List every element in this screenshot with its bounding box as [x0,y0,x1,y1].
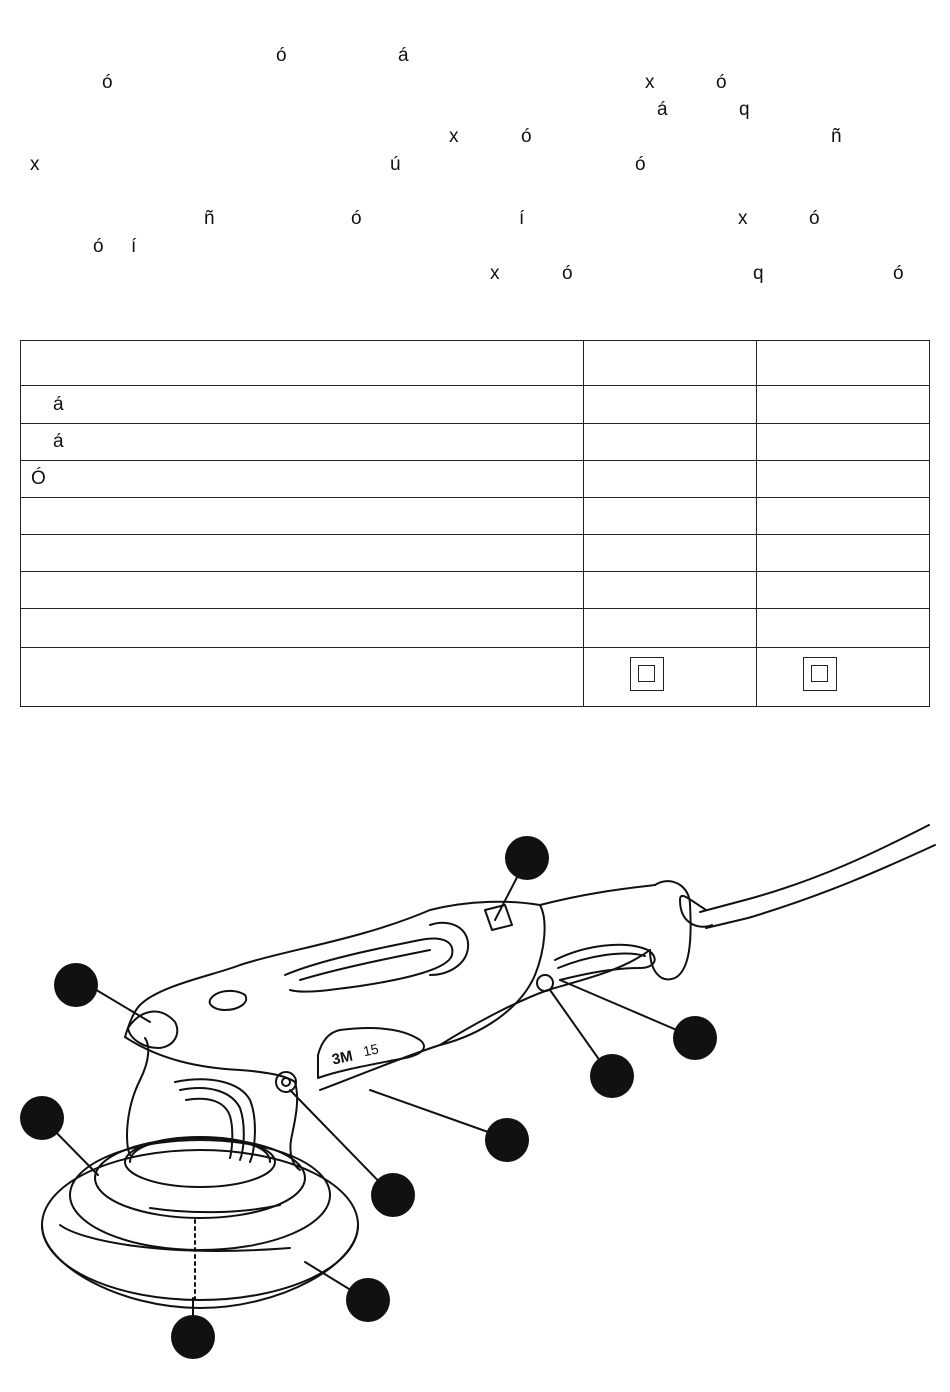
side-button-icon [276,1072,296,1092]
table-cell [757,424,930,461]
callout-marker [485,1118,529,1162]
text-glyph: q [753,263,764,284]
text-glyph: x [449,126,459,147]
table-cell [757,535,930,572]
callout-marker [54,963,98,1007]
text-glyph: í [131,236,137,257]
specification-table [20,340,930,707]
text-glyph: x [645,72,655,93]
polishing-pad [42,1137,358,1308]
text-glyph: ó [562,263,573,284]
table-cell [584,535,757,572]
callout-leaders [42,858,693,1335]
table-cell [21,386,584,424]
callout-marker [590,1054,634,1098]
table-cell [757,386,930,424]
table-cell [21,498,584,535]
table-row [21,461,930,498]
table-cell [757,609,930,648]
table-row [21,498,930,535]
table-cell [21,341,584,386]
table-cell [21,572,584,609]
table-cell [757,648,930,707]
polisher-illustration [0,800,950,1392]
table-cell [21,609,584,648]
text-glyph: q [739,99,750,120]
table-cell [584,461,757,498]
text-glyph: ó [102,72,113,93]
table-cell-text: á [53,393,64,415]
table-cell [584,648,757,707]
callout-marker [346,1278,390,1322]
power-cord [680,825,935,928]
table-cell [757,341,930,386]
text-glyph: x [30,154,40,175]
table-cell [21,648,584,707]
table-cell-text: á [53,431,64,452]
text-glyph: ó [809,208,820,229]
text-glyph: ú [390,154,401,175]
text-glyph: ó [93,236,104,257]
table-row [21,386,930,424]
double-insulation-icon [803,657,837,691]
table-row [21,341,930,386]
table-row [21,609,930,648]
text-glyph: x [490,263,500,284]
callout-marker [505,836,549,880]
table-row [21,535,930,572]
text-glyph: ó [276,45,287,66]
text-glyph: x [738,208,748,229]
callout-marker [20,1096,64,1140]
text-glyph: ó [716,72,727,93]
text-glyph: í [519,208,525,229]
table-row [21,572,930,609]
text-glyph: á [398,45,409,66]
callout-marker [171,1315,215,1359]
table-cell [584,609,757,648]
model-label: 15 [361,1040,381,1060]
callout-marker [371,1173,415,1217]
table-row [21,648,930,707]
text-glyph: ñ [831,126,842,147]
table-cell [584,341,757,386]
double-insulation-icon [630,657,664,691]
table-cell [21,424,584,461]
lock-button-icon [537,975,553,991]
table-row [21,424,930,461]
table-cell [757,498,930,535]
table-cell [584,498,757,535]
table-cell [21,535,584,572]
table-cell: Ó [21,461,584,498]
text-glyph: á [657,99,668,120]
brand-badge: 3M [330,1047,355,1069]
text-glyph: ó [635,154,646,175]
callout-marker [673,1016,717,1060]
table-cell [757,461,930,498]
table-cell [584,572,757,609]
table-cell [757,572,930,609]
text-glyph: ñ [204,208,215,229]
text-glyph: ó [893,263,904,284]
text-glyph: ó [351,208,362,229]
text-glyph: ó [521,126,532,147]
table-cell [584,424,757,461]
table-cell [584,386,757,424]
callout-markers [20,836,717,1359]
